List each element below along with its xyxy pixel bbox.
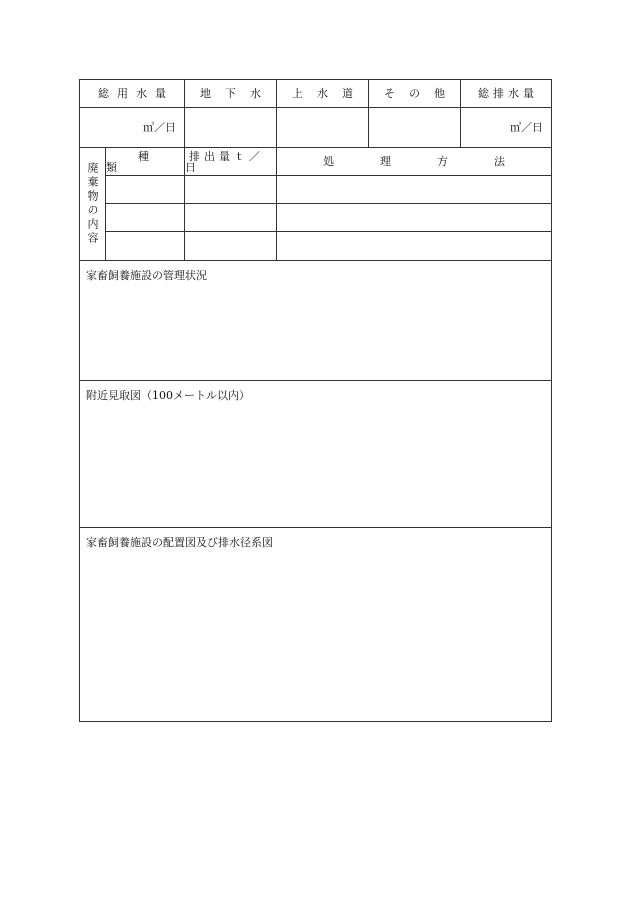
waste-amount-header: 排出量ｔ／日 <box>185 149 264 174</box>
waste-method-header: 処理方法 <box>323 155 551 168</box>
total-water-field[interactable] <box>80 108 184 147</box>
waste-type-field[interactable] <box>106 204 184 231</box>
vicinity-map-area[interactable] <box>80 381 551 527</box>
unit-label: ㎥／日 <box>510 121 543 134</box>
management-status-area[interactable] <box>80 261 551 380</box>
waste-amount-field[interactable] <box>185 176 276 203</box>
vicinity-map-title: 附近見取図（100メートル以内） <box>86 389 250 402</box>
waste-method-field[interactable] <box>277 204 551 231</box>
layout-map-area[interactable] <box>80 528 551 721</box>
header-tap-water: 上水道 <box>292 87 367 100</box>
unit-label: ㎥／日 <box>143 121 176 134</box>
layout-map-title: 家畜飼養施設の配置図及び排水径系図 <box>86 536 273 549</box>
livestock-facility-form <box>79 79 552 722</box>
header-total-water: 総用水量 <box>98 87 174 100</box>
waste-method-field[interactable] <box>277 232 551 260</box>
waste-amount-field[interactable] <box>185 204 276 231</box>
tap-water-field[interactable] <box>277 108 368 147</box>
groundwater-field[interactable] <box>185 108 276 147</box>
header-total-discharge: 総排水量 <box>478 87 538 100</box>
waste-type-field[interactable] <box>106 232 184 260</box>
other-field[interactable] <box>369 108 460 147</box>
waste-side-label: 廃棄物の内容 <box>86 162 99 246</box>
management-status-title: 家畜飼養施設の管理状況 <box>86 269 207 282</box>
waste-amount-field[interactable] <box>185 232 276 260</box>
header-other: その他 <box>384 87 459 100</box>
waste-type-header: 種類 <box>106 149 181 174</box>
total-discharge-field[interactable] <box>461 108 551 147</box>
waste-method-field[interactable] <box>277 176 551 203</box>
header-groundwater: 地下水 <box>200 87 275 100</box>
waste-type-field[interactable] <box>106 176 184 203</box>
